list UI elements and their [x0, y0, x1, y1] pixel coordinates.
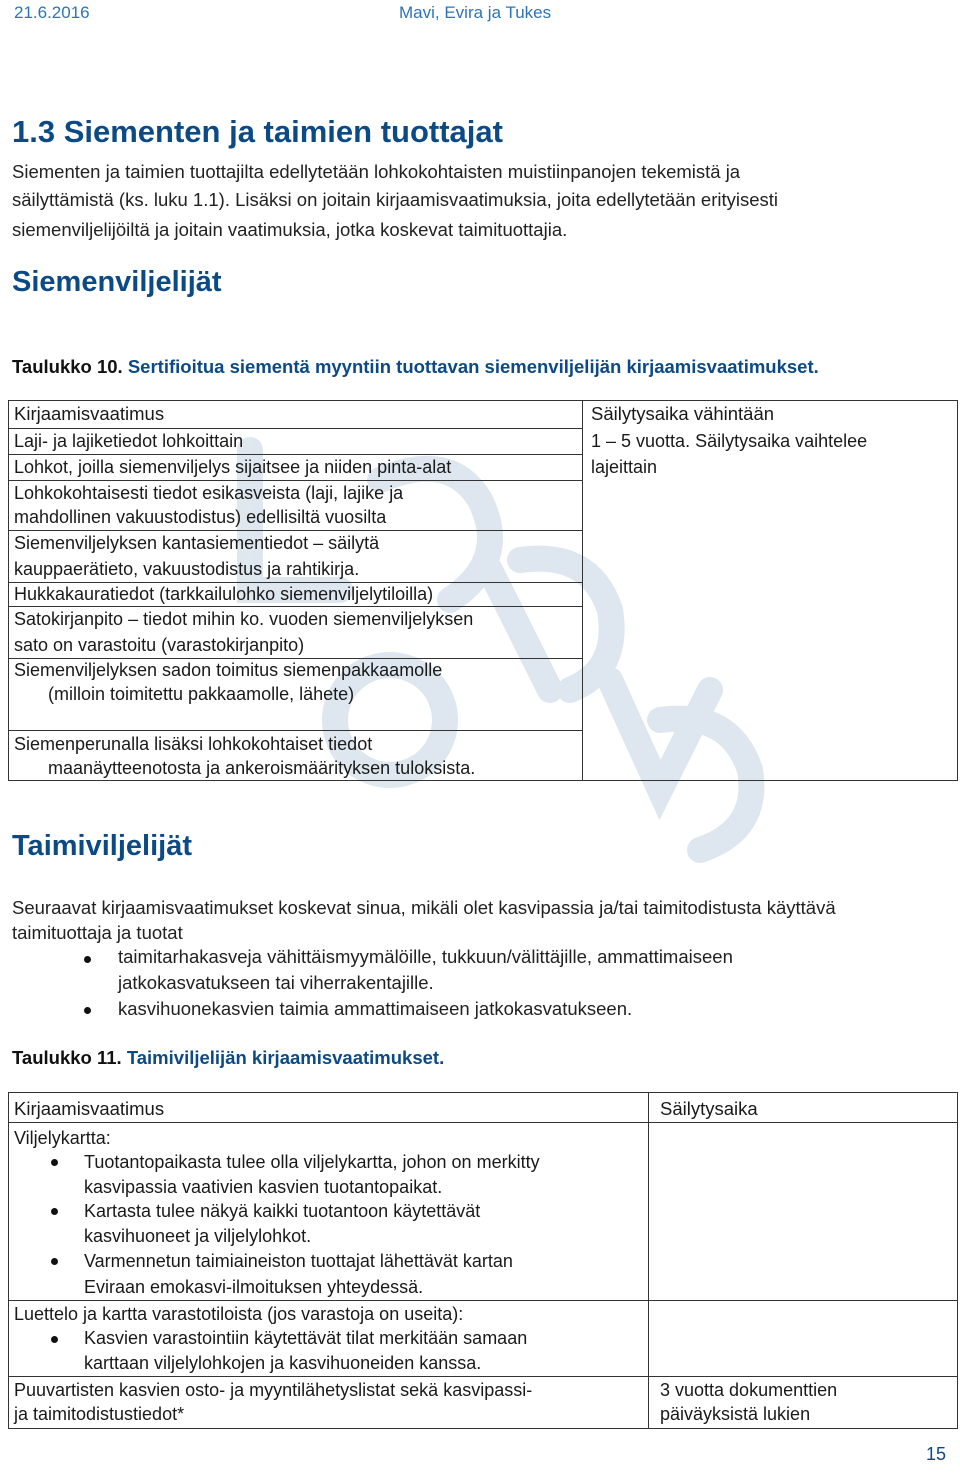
table-border [8, 1092, 958, 1093]
table10-caption [12, 356, 819, 378]
page-number: 15 [925, 1444, 946, 1464]
table-row-text: ja taimitodistustiedot* [14, 1404, 185, 1424]
table-row-text: Lohkot, joilla siemenviljelys sijaitsee ja niiden pinta-alat [14, 457, 452, 477]
table-bullet-text: Kartasta tulee näkyä kaikki tuotantoon käytettävät [84, 1201, 481, 1221]
bullet-icon [51, 1258, 58, 1265]
plant-bullet-text: taimitarhakasveja vähittäismyymälöille, tukkuun/välittäjille, ammattimaiseen [118, 946, 733, 967]
bullet-icon [51, 1159, 58, 1166]
bullet-icon [51, 1208, 58, 1215]
table-row-text: Lohkokohtaisesti tiedot esikasveista (laji, lajike ja [14, 483, 404, 503]
table-row-text: Hukkakauratiedot (tarkkailulohko siemenviljelytiloilla) [14, 584, 434, 604]
table10-col1-header: Kirjaamisvaatimus [14, 403, 165, 424]
table-row-text: Puuvartisten kasvien osto- ja myyntilähetyslistat sekä kasvipassi- [14, 1380, 533, 1400]
table-bullet-text: Tuotantopaikasta tulee olla viljelykartta, johon on merkitty [84, 1152, 540, 1172]
table-border [648, 1092, 649, 1429]
bullet-icon [84, 1007, 91, 1014]
table-border [582, 400, 583, 781]
section-title: 1.3 Siementen ja taimien tuottajat [12, 114, 503, 149]
table11-col1-header: Kirjaamisvaatimus [14, 1098, 165, 1119]
intro-line: säilyttämistä (ks. luku 1.1). Lisäksi on joitain kirjaamisvaatimuksia, joita edellytetään erityisesti [12, 189, 778, 210]
luettelo-label: Luettelo ja kartta varastotiloista (jos varastoja on useita): [14, 1304, 464, 1324]
header-date: 21.6.2016 [14, 3, 90, 22]
bullet-icon [84, 956, 91, 963]
table-row-text: Siemenviljelyksen kantasiementiedot – säilytä [14, 533, 380, 553]
viljelykartta-label: Viljelykartta: [14, 1128, 111, 1148]
seed-heading: Siemenviljelijät [12, 266, 222, 298]
plant-bullet-text: jatkokasvatukseen tai viherrakentajille. [118, 972, 434, 993]
table-bullet-text: Varmennetun taimiaineiston tuottajat lähettävät kartan [84, 1251, 513, 1271]
retention-text: päiväyksistä lukien [660, 1404, 811, 1424]
table11-col2-header: Säilytysaika [660, 1098, 758, 1119]
retention-text: 1 – 5 vuotta. Säilytysaika vaihtelee [591, 431, 868, 451]
table-border [8, 1428, 958, 1429]
table-border [957, 400, 958, 781]
header-title: Mavi, Evira ja Tukes [399, 3, 552, 22]
table-border [8, 400, 958, 401]
plant-intro-line: Seuraavat kirjaamisvaatimukset koskevat sinua, mikäli olet kasvipassia ja/tai taimitodistusta käyttävä [12, 897, 836, 918]
page-header [0, 0, 960, 30]
table10-label: Taulukko 10. [12, 356, 123, 377]
table-row-text: sato on varastoitu (varastokirjanpito) [14, 635, 305, 655]
table-row-text: maanäytteenotosta ja ankeroismäärityksen tuloksista. [48, 758, 476, 778]
table-border [8, 1092, 9, 1429]
table-bullet-text: karttaan viljelylohkojen ja kasvihuoneiden kanssa. [84, 1353, 482, 1373]
table10-title: Sertifioitua siementä myyntiin tuottavan siemenviljelijän kirjaamisvaatimukset. [127, 356, 819, 377]
plant-heading: Taimiviljelijät [12, 830, 192, 862]
table-border [8, 400, 9, 781]
table-row-text: Siemenviljelyksen sadon toimitus siemenpakkaamolle [14, 660, 443, 680]
table-row-text: mahdollinen vakuustodistus) edellisiltä vuosilta [14, 507, 387, 527]
intro-line: Siementen ja taimien tuottajilta edellytetään lohkokohtaisten muistiinpanojen tekemistä ja [12, 161, 741, 182]
plant-intro-line: taimituottaja ja tuotat [12, 922, 183, 943]
retention-text: 3 vuotta dokumenttien [660, 1380, 838, 1400]
table-row-text: Laji- ja lajiketiedot lohkoittain [14, 431, 244, 451]
table10-col2-header: Säilytysaika vähintään [591, 403, 775, 424]
table-border [957, 1092, 958, 1429]
table-bullet-text: kasvipassia vaativien kasvien tuotantopaikat. [84, 1177, 443, 1197]
table-row-text: kauppaerätieto, vakuustodistus ja rahtikirja. [14, 559, 360, 579]
table11-caption [12, 1047, 444, 1069]
table-bullet-text: Kasvien varastointiin käytettävät tilat merkitään samaan [84, 1328, 528, 1348]
retention-text: lajeittain [591, 457, 658, 477]
table-bullet-text: kasvihuoneet ja viljelylohkot. [84, 1226, 312, 1246]
bullet-icon [51, 1336, 58, 1343]
table-row-text: Siemenperunalla lisäksi lohkokohtaiset tiedot [14, 734, 373, 754]
table-bullet-text: Eviraan emokasvi-ilmoituksen yhteydessä. [84, 1277, 424, 1297]
table11-title: Taimiviljelijän kirjaamisvaatimukset. [126, 1047, 445, 1068]
table11-label: Taulukko 11. [12, 1047, 122, 1068]
intro-line: siemenviljelijöiltä ja joitain vaatimuksia, jotka koskevat taimituottajia. [12, 219, 568, 240]
plant-bullet-text: kasvihuonekasvien taimia ammattimaiseen jatkokasvatukseen. [118, 998, 633, 1019]
row-divider [8, 1122, 958, 1123]
table-row-text: (milloin toimitettu pakkaamolle, lähete) [48, 684, 355, 704]
table-row-text: Satokirjanpito – tiedot mihin ko. vuoden siemenviljelyksen [14, 609, 474, 629]
